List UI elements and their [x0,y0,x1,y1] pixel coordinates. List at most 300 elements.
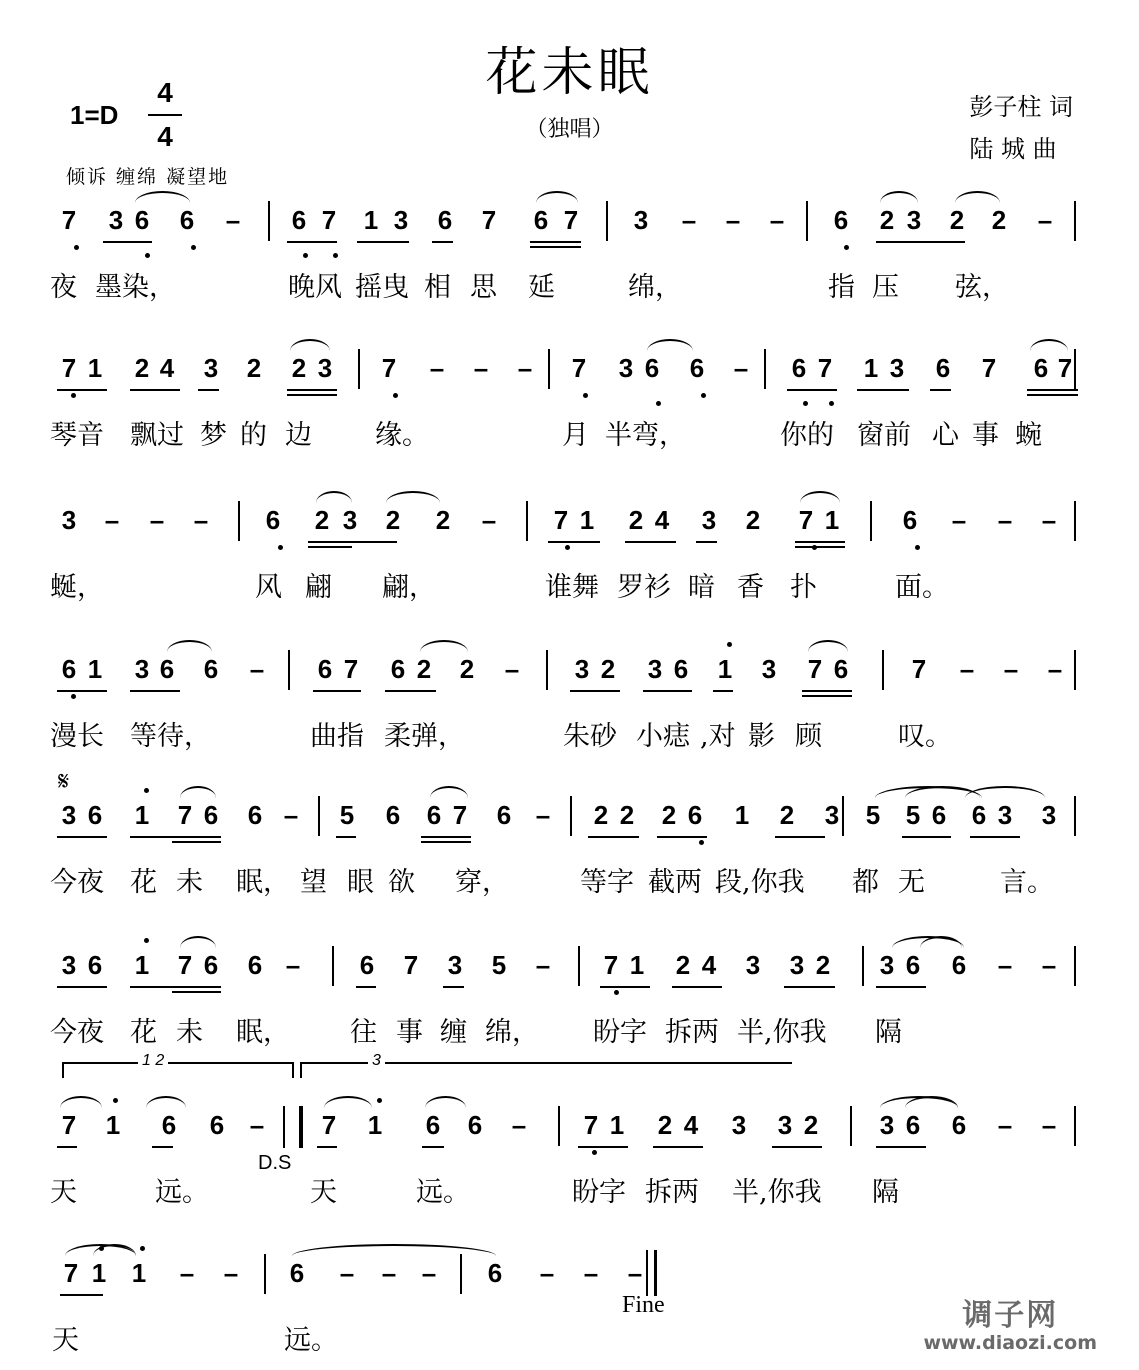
rhythm-underline [130,389,180,391]
rhythm-underline [1027,394,1078,396]
note: 6 [496,800,512,830]
lyric-syllable: 远。 [284,1325,338,1356]
dash-hold: – [193,505,209,535]
low-octave-dot [829,401,834,406]
dash-hold: – [535,800,551,830]
rhythm-underline [696,541,717,543]
note: 2 [593,800,609,830]
slur [324,1096,372,1108]
note: 7 [343,654,359,684]
note: 4 [654,505,670,535]
time-signature-bottom: 4 [157,121,173,152]
lyric-syllable: 面。 [895,572,949,603]
dash-hold: – [681,205,697,235]
barline [882,650,884,690]
note: 3 [618,353,634,383]
lyric-syllable: 扑 [790,572,817,603]
dash-hold: – [1047,654,1063,684]
note: 3 [447,950,463,980]
lyric-syllable: 相 [424,272,451,303]
lyric-syllable: 隔 [872,1177,899,1208]
rhythm-underline [795,546,845,548]
rhythm-underline [643,690,692,692]
note: 6 [61,654,77,684]
rhythm-underline [421,841,471,843]
note: 6 [291,205,307,235]
lyric-syllable: 半,你我 [732,1177,822,1208]
note: 7 [321,1110,337,1140]
rhythm-underline [876,986,926,988]
note: 5 [905,800,921,830]
note: 6 [87,800,103,830]
slur [800,491,840,503]
note: 3 [342,505,358,535]
rhythm-underline [308,546,352,548]
final-double-barline [646,1250,657,1296]
dash-hold: – [283,800,299,830]
note: 2 [803,1110,819,1140]
lyric-syllable: 朱砂 [563,721,617,752]
note: 1 [134,950,150,980]
low-octave-dot [278,545,283,550]
note: 1 [717,654,733,684]
lyric-syllable: 眠， [236,867,290,898]
slur [135,191,190,203]
rhythm-underline [103,241,152,243]
slur [146,1096,186,1108]
note: 6 [209,1110,225,1140]
lyric-syllable: 往 [350,1017,377,1048]
note: 2 [675,950,691,980]
lyric-syllable: 晚风 [288,272,342,303]
rhythm-underline [287,241,337,243]
low-octave-dot [71,393,76,398]
lyrics-row [0,565,1139,605]
note: 7 [381,353,397,383]
barline [268,201,270,241]
lyrics-row [0,1010,1139,1050]
note: 1 [824,505,840,535]
barline [606,201,608,241]
rhythm-underline [876,241,965,243]
low-octave-dot [565,545,570,550]
high-octave-dot [377,1098,382,1103]
rhythm-underline [802,695,852,697]
lyric-syllable: 香 [737,572,764,603]
rhythm-underline [356,986,376,988]
watermark-site-name: 调子网 [962,1298,1059,1333]
fine-marking: Fine [622,1292,665,1318]
note: 6 [203,654,219,684]
note: 7 [571,353,587,383]
dash-hold: – [997,950,1013,980]
barline [1074,349,1076,389]
note: 7 [61,1110,77,1140]
note: 6 [905,950,921,980]
note: 7 [807,654,823,684]
low-octave-dot [333,253,338,258]
note: 6 [951,950,967,980]
slur [1030,339,1068,351]
lyric-syllable: 小痣 [636,721,690,752]
slur [316,491,352,503]
dash-hold: – [249,1110,265,1140]
rhythm-underline [713,690,733,692]
note: 7 [553,505,569,535]
rhythm-underline [57,836,107,838]
barline [578,946,580,986]
lyric-syllable: 天 [310,1177,337,1208]
rhythm-underline [317,1146,337,1148]
dash-hold: – [627,1258,643,1288]
low-octave-dot [145,253,150,258]
note: 1 [734,800,750,830]
lyric-syllable: 绵， [485,1017,539,1048]
note: 6 [467,1110,483,1140]
lyric-syllable: 蜒， [50,572,104,603]
note: 7 [321,205,337,235]
rhythm-underline [857,389,909,391]
lyric-syllable: 半,你我 [737,1017,827,1048]
note: 3 [701,505,717,535]
note: 6 [833,654,849,684]
slur [425,1096,466,1108]
rhythm-underline [802,690,852,692]
note: 7 [61,205,77,235]
dash-hold: – [769,205,785,235]
note: 6 [289,1258,305,1288]
low-octave-dot [71,694,76,699]
barline [1074,796,1076,836]
lyric-syllable: 未 [176,867,203,898]
lyrics-row [0,1170,1139,1210]
note: 6 [359,950,375,980]
lyric-syllable: 思 [470,272,497,303]
dash-hold: – [1041,1110,1057,1140]
note: 2 [657,1110,673,1140]
song-title: 花未眠 [485,43,654,103]
lyric-syllable: 远。 [416,1177,470,1208]
note: 3 [879,1110,895,1140]
rhythm-underline [1027,389,1078,391]
note: 2 [815,950,831,980]
note: 3 [633,205,649,235]
note: 3 [574,654,590,684]
barline [1074,1106,1076,1146]
note: 2 [600,654,616,684]
high-octave-dot [140,1246,145,1251]
note: 6 [533,205,549,235]
dash-hold: – [104,505,120,535]
note: 6 [689,353,705,383]
high-octave-dot [144,788,149,793]
note: 3 [879,950,895,980]
slur [180,936,216,948]
rhythm-underline [876,1146,926,1148]
dash-hold: – [473,353,489,383]
note: 7 [603,950,619,980]
note: 1 [629,950,645,980]
note: 3 [789,950,805,980]
high-octave-dot [144,938,149,943]
lyric-syllable: 飘过 [130,420,184,451]
lyric-syllable: 眼 [347,867,374,898]
rhythm-underline [625,541,676,543]
slur [292,1244,496,1256]
low-octave-dot [699,840,704,845]
lyric-syllable: 天 [50,1177,77,1208]
low-octave-dot [812,545,817,550]
dash-hold: – [583,1258,599,1288]
note: 6 [203,950,219,980]
note: 6 [317,654,333,684]
rhythm-underline [588,836,639,838]
note: 7 [981,353,997,383]
note: 6 [437,205,453,235]
dash-hold: – [381,1258,397,1288]
lyric-syllable: 影 [748,721,775,752]
note: 6 [791,353,807,383]
dash-hold: – [421,1258,437,1288]
lyrics-row [0,860,1139,900]
rhythm-underline [385,690,436,692]
barline [570,796,572,836]
lyric-syllable: 花 [130,867,157,898]
slur [808,640,848,652]
credits [969,86,1073,170]
lyric-syllable: 延 [528,272,555,303]
note: 3 [317,353,333,383]
note: 5 [339,800,355,830]
note: 1 [87,654,103,684]
segno-sign: 𝄋 [58,766,70,796]
note: 2 [459,654,475,684]
lyrics-row [0,265,1139,305]
lyric-syllable: 缘。 [375,420,429,451]
lyric-syllable: 曲指 [310,721,364,752]
barline [842,796,844,836]
note: 7 [798,505,814,535]
lyric-syllable: 绵， [628,272,682,303]
note: 6 [426,800,442,830]
rhythm-underline [60,1294,103,1296]
low-octave-dot [592,1150,597,1155]
low-octave-dot [844,245,849,250]
rhythm-underline [57,986,107,988]
slur [167,640,212,652]
lyric-syllable: 柔弹， [384,721,465,752]
lyric-syllable: 拆两 [645,1177,699,1208]
lyric-syllable: 事 [972,420,999,451]
note: 3 [889,353,905,383]
note: 6 [161,1110,177,1140]
lyric-syllable: 暗 [688,572,715,603]
barline [1074,501,1076,541]
note: 6 [247,800,263,830]
barline [806,201,808,241]
lyric-syllable: 欲 [388,867,415,898]
barline [850,1106,852,1146]
barline [1074,201,1076,241]
lyric-syllable: 言。 [1000,867,1054,898]
note: 4 [701,950,717,980]
dash-hold: – [1003,654,1019,684]
note: 3 [393,205,409,235]
dash-hold: – [1041,950,1057,980]
lyric-syllable: 隔 [875,1017,902,1048]
note: 3 [777,1110,793,1140]
dash-hold: – [481,505,497,535]
rhythm-underline [172,836,221,838]
rhythm-underline [784,986,835,988]
note: 6 [971,800,987,830]
lyric-syllable: 指 [828,272,855,303]
barline [862,946,864,986]
lyric-syllable: 漫长 [50,721,104,752]
dash-hold: – [285,950,301,980]
rhythm-underline [530,246,581,248]
note: 6 [833,205,849,235]
lyric-syllable: 天 [52,1325,79,1356]
lyric-syllable: 望 [300,867,327,898]
dash-hold: – [179,1258,195,1288]
note: 1 [609,1110,625,1140]
note: 6 [425,1110,441,1140]
rhythm-underline [570,690,620,692]
barline [358,349,360,389]
barline [332,946,334,986]
note: 2 [879,205,895,235]
rhythm-underline [287,389,337,391]
rhythm-underline [198,389,219,391]
rhythm-underline [130,690,180,692]
rhythm-underline [930,389,951,391]
rhythm-underline [57,690,107,692]
low-octave-dot [583,393,588,398]
lyric-syllable: 琴音 [50,420,104,451]
note: 6 [203,800,219,830]
slur [955,191,1000,203]
lyrics-row [0,714,1139,754]
lyric-syllable: 事 [396,1017,423,1048]
note: 6 [134,205,150,235]
lyric-syllable: 谁舞 [545,572,599,603]
note: 6 [487,1258,503,1288]
note: 3 [61,800,77,830]
note: 7 [63,1258,79,1288]
lyric-syllable: 的 [240,420,267,451]
rhythm-underline [357,241,409,243]
dash-hold: – [539,1258,555,1288]
note: 2 [385,505,401,535]
rhythm-underline [152,1146,173,1148]
rhythm-underline [421,836,471,838]
barline [460,1254,462,1294]
note: 6 [247,950,263,980]
volta-bracket-1 [62,1062,294,1078]
note: 7 [481,205,497,235]
dash-hold: – [339,1258,355,1288]
dash-hold: – [725,205,741,235]
note: 1 [863,353,879,383]
low-octave-dot [303,253,308,258]
note: 3 [108,205,124,235]
slur [60,1096,102,1108]
rhythm-underline [443,986,464,988]
note: 7 [452,800,468,830]
note: 7 [403,950,419,980]
note: 1 [87,353,103,383]
slur [180,786,216,798]
barline [558,1106,560,1146]
note: 3 [761,654,777,684]
lyric-syllable: 风 [255,572,282,603]
dash-hold: – [997,1110,1013,1140]
low-octave-dot [803,401,808,406]
rhythm-underline [172,986,221,988]
lyric-syllable: 窗前 [857,420,911,451]
note: 3 [61,950,77,980]
note: 6 [951,1110,967,1140]
note: 3 [61,505,77,535]
note: 5 [491,950,507,980]
note: 3 [745,950,761,980]
slur [420,640,468,652]
note: 2 [949,205,965,235]
dash-hold: – [504,654,520,684]
note: 2 [314,505,330,535]
dash-hold: – [517,353,533,383]
rhythm-underline [795,541,845,543]
note: 2 [435,505,451,535]
lyric-syllable: 压 [872,272,899,303]
rhythm-underline [313,690,361,692]
lyric-syllable: 等字 [580,867,634,898]
tempo-marking: 倾诉 缠绵 凝望地 [66,166,230,188]
dash-hold: – [1037,205,1053,235]
dash-hold: – [951,505,967,535]
note: 1 [579,505,595,535]
lyric-syllable: 穿， [455,867,509,898]
composer: 陆 城 曲 [969,135,1057,163]
lyric-syllable: 翩 [305,572,332,603]
rhythm-underline [970,836,1020,838]
note: 2 [779,800,795,830]
watermark [923,1290,1097,1354]
note: 6 [902,505,918,535]
note: 6 [644,353,660,383]
rhythm-underline [287,394,337,396]
high-octave-dot [113,1098,118,1103]
note: 7 [61,353,77,383]
barline [526,501,528,541]
note: 2 [661,800,677,830]
watermark-url: www.diaozi.com [923,1332,1097,1354]
lyric-syllable: 都 [852,867,879,898]
rhythm-underline [172,841,221,843]
note: 1 [363,205,379,235]
barline [546,650,548,690]
note: 6 [687,800,703,830]
slur [965,786,1045,798]
rhythm-underline [772,1146,822,1148]
volta-1-label: 1 2 [138,1052,168,1070]
lyric-syllable: 缠 [440,1017,467,1048]
lyric-syllable: 你的 [780,420,834,451]
lyric-syllable: 未 [176,1017,203,1048]
lyric-syllable: 墨染， [95,272,176,303]
note: 1 [134,800,150,830]
